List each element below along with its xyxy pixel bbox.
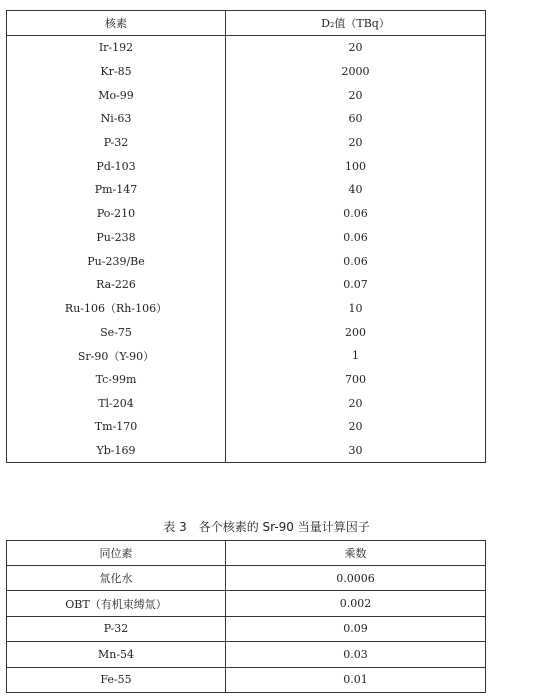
table-row — [7, 566, 486, 591]
table-row — [7, 226, 486, 250]
table-cell-name: Ra-226 — [7, 273, 226, 297]
table-row — [7, 178, 486, 202]
table-cell-value: 20 — [226, 415, 486, 439]
table-cell-value: 20 — [226, 131, 486, 155]
table-cell-name: Pd-103 — [7, 154, 226, 178]
table-row — [7, 297, 486, 321]
table-cell-value: 0.06 — [226, 226, 486, 250]
header-isotope: 同位素 — [7, 541, 226, 566]
table-cell-value: 200 — [226, 320, 486, 344]
table-cell-value: 0.06 — [226, 202, 486, 226]
header-multiplier: 乘数 — [226, 541, 486, 566]
table-cell-value: 0.03 — [226, 642, 486, 667]
table-cell-name: Pu-239/Be — [7, 249, 226, 273]
table-cell-name: Ni-63 — [7, 107, 226, 131]
table-cell-name: Se-75 — [7, 320, 226, 344]
table-cell-value: 0.07 — [226, 273, 486, 297]
table-cell-name: Tl-204 — [7, 391, 226, 415]
table-cell-value: 20 — [226, 391, 486, 415]
table-cell-name: Ir-192 — [7, 36, 226, 60]
table-cell-name: Pu-238 — [7, 226, 226, 250]
table-cell-name: 氚化水 — [7, 566, 226, 591]
table-header-row — [7, 541, 486, 566]
table-row — [7, 320, 486, 344]
table-cell-name: P-32 — [7, 616, 226, 641]
table-row — [7, 273, 486, 297]
table-cell-value: 40 — [226, 178, 486, 202]
table-cell-value: 30 — [226, 439, 486, 463]
table-row — [7, 107, 486, 131]
table-cell-value: 0.002 — [226, 591, 486, 616]
table-row — [7, 439, 486, 463]
table-row — [7, 131, 486, 155]
table-row — [7, 83, 486, 107]
table-cell-value: 0.01 — [226, 667, 486, 692]
table-cell-name: Pm-147 — [7, 178, 226, 202]
table-row — [7, 616, 486, 641]
table-cell-value: 0.09 — [226, 616, 486, 641]
table-cell-value: 10 — [226, 297, 486, 321]
table-row — [7, 60, 486, 84]
table-row — [7, 202, 486, 226]
table-header-row — [7, 11, 486, 36]
table-cell-value: 0.06 — [226, 249, 486, 273]
table-cell-name: Kr-85 — [7, 60, 226, 84]
table-cell-name: Fe-55 — [7, 667, 226, 692]
table-cell-name: P-32 — [7, 131, 226, 155]
table-row — [7, 591, 486, 616]
table-cell-name: Mo-99 — [7, 83, 226, 107]
table-row — [7, 391, 486, 415]
table-row — [7, 249, 486, 273]
header-nuclide: 核素 — [7, 11, 226, 36]
table-row — [7, 344, 486, 368]
table-cell-value: 2000 — [226, 60, 486, 84]
table-cell-value: 700 — [226, 368, 486, 392]
table-caption: 表 3 各个核素的 Sr-90 当量计算因子 — [163, 520, 370, 534]
sr90-equivalent-table-body — [7, 566, 486, 693]
table-row — [7, 415, 486, 439]
table-cell-name: Tc-99m — [7, 368, 226, 392]
table-row — [7, 154, 486, 178]
table-cell-value: 20 — [226, 83, 486, 107]
table-cell-value: 0.0006 — [226, 566, 486, 591]
table-cell-value: 100 — [226, 154, 486, 178]
nuclide-d2-table — [6, 10, 486, 463]
table-cell-value: 1 — [226, 344, 486, 368]
header-d2-value: D₂值（TBq） — [226, 11, 486, 36]
table-cell-name: OBT（有机束缚氚） — [7, 591, 226, 616]
table-cell-value: 60 — [226, 107, 486, 131]
table-cell-name: Yb-169 — [7, 439, 226, 463]
nuclide-d2-table-body — [7, 36, 486, 463]
table-row — [7, 642, 486, 667]
table-cell-name: Po-210 — [7, 202, 226, 226]
table-row — [7, 368, 486, 392]
table-row — [7, 667, 486, 692]
table-cell-name: Mn-54 — [7, 642, 226, 667]
table-cell-name: Ru-106（Rh-106） — [7, 297, 226, 321]
sr90-equivalent-table — [6, 540, 486, 693]
table-row — [7, 36, 486, 60]
table-cell-name: Sr-90（Y-90） — [7, 344, 226, 368]
table-cell-name: Tm-170 — [7, 415, 226, 439]
table-cell-value: 20 — [226, 36, 486, 60]
